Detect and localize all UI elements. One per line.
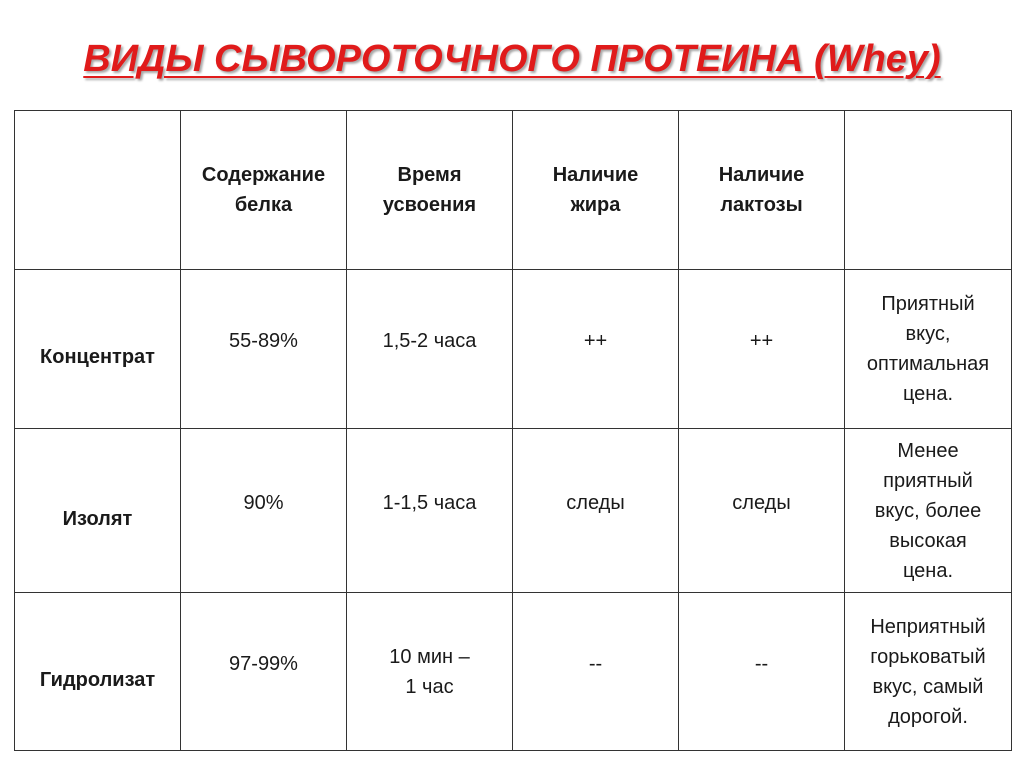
time-cell: 1-1,5 часа — [347, 429, 513, 593]
row-name-cell: Изолят — [15, 429, 181, 593]
row-name-cell: Гидролизат — [15, 593, 181, 751]
lactose-cell: следы — [679, 429, 845, 593]
protein-cell: 90% — [181, 429, 347, 593]
protein-cell: 55-89% — [181, 270, 347, 429]
header-protein-content: Содержание белка — [181, 111, 347, 270]
row-name-cell: Концентрат — [15, 270, 181, 429]
fat-cell: ++ — [513, 270, 679, 429]
table-row — [15, 429, 1012, 593]
time-cell: 1,5-2 часа — [347, 270, 513, 429]
whey-protein-table — [14, 110, 1012, 751]
header-row — [15, 111, 1012, 270]
fat-cell: следы — [513, 429, 679, 593]
time-cell: 10 мин – 1 час — [347, 593, 513, 751]
protein-cell: 97-99% — [181, 593, 347, 751]
header-empty-left — [15, 111, 181, 270]
header-empty-right — [845, 111, 1012, 270]
slide-title: ВИДЫ СЫВОРОТОЧНОГО ПРОТЕИНА (Whey) — [83, 38, 941, 80]
note-cell: Менее приятный вкус, более высокая цена. — [845, 429, 1012, 593]
header-fat-presence: Наличие жира — [513, 111, 679, 270]
table-row — [15, 593, 1012, 751]
note-cell: Приятный вкус, оптимальная цена. — [845, 270, 1012, 429]
lactose-cell: -- — [679, 593, 845, 751]
header-absorption-time: Время усвоения — [347, 111, 513, 270]
note-cell: Неприятный горьковатый вкус, самый дорогой. — [845, 593, 1012, 751]
lactose-cell: ++ — [679, 270, 845, 429]
header-lactose-presence: Наличие лактозы — [679, 111, 845, 270]
fat-cell: -- — [513, 593, 679, 751]
table-row — [15, 270, 1012, 429]
